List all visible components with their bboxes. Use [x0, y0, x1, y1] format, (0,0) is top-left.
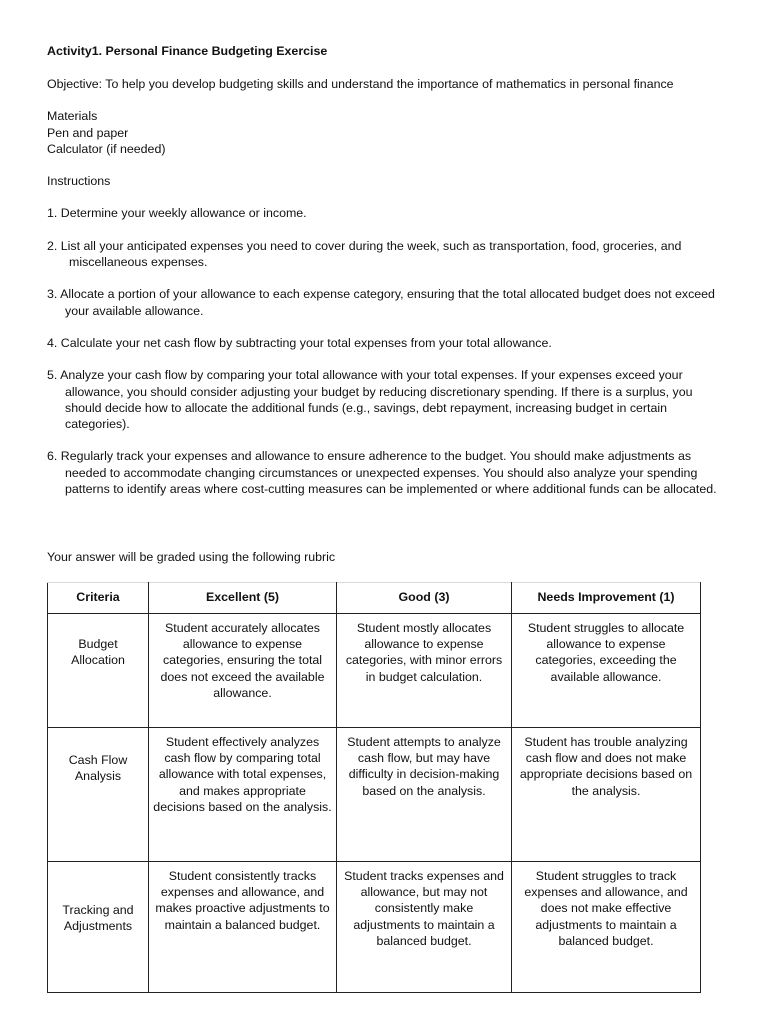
instruction-step: 4. Calculate your net cash flow by subtracting your total expenses from your total allowance. [47, 335, 552, 350]
needs-improvement-cell: Student struggles to track expenses and allowance, and does not make effective adjustments to maintain a balanced budget. [512, 862, 701, 993]
needs-improvement-cell: Student has trouble analyzing cash flow and does not make appropriate decisions based on the analysis. [512, 728, 701, 862]
good-cell: Student tracks expenses and allowance, but may not consistently make adjustments to maintain a balanced budget. [337, 862, 512, 993]
excellent-cell: Student effectively analyzes cash flow by comparing total allowance with total expenses, and makes appropriate decisions based on the analysis. [149, 728, 337, 862]
rubric-table [47, 582, 701, 993]
excellent-cell: Student consistently tracks expenses and allowance, and makes proactive adjustments to maintain a balanced budget. [149, 862, 337, 993]
needs-improvement-cell: Student struggles to allocate allowance to expense categories, exceeding the available allowance. [512, 614, 701, 728]
good-cell: Student mostly allocates allowance to expense categories, with minor errors in budget calculation. [337, 614, 512, 728]
materials-heading: Materials [47, 109, 98, 124]
instruction-step: 5. Analyze your cash flow by comparing your total allowance with your total expenses. If your expenses exceed your allowance, you should consider adjusting your budget by reducing discretionary spending. If there is a surplus, you should decide how to allocate the additional funds (e.g., savings, debt repayment, increasing budget in certain categories). [47, 368, 693, 432]
excellent-cell: Student accurately allocates allowance to expense categories, ensuring the total does not exceed the available allowance. [149, 614, 337, 728]
rubric-header-row [48, 583, 701, 614]
document-title: Activity1. Personal Finance Budgeting Exercise [47, 44, 328, 58]
instructions-heading: Instructions [47, 174, 111, 189]
instructions-list [47, 205, 727, 497]
header-excellent: Excellent (5) [149, 583, 337, 614]
rubric-row-tracking-and-adjustments [48, 862, 701, 993]
instruction-step: 1. Determine your weekly allowance or income. [47, 206, 307, 221]
instruction-step: 3. Allocate a portion of your allowance to each expense category, ensuring that the total allocated budget does not exceed your available allowance. [47, 287, 715, 318]
objective-text: Objective: To help you develop budgeting skills and understand the importance of mathematics in personal finance [47, 77, 674, 91]
criteria-cell: Tracking and Adjustments [48, 862, 149, 993]
criteria-cell: Cash Flow Analysis [48, 728, 149, 862]
header-good: Good (3) [337, 583, 512, 614]
rubric-intro: Your answer will be graded using the following rubric [47, 550, 336, 564]
header-criteria: Criteria [48, 583, 149, 614]
instruction-step: 2. List all your anticipated expenses you need to cover during the week, such as transportation, food, groceries, and miscellaneous expenses. [47, 238, 682, 270]
materials-item: Calculator (if needed) [47, 141, 166, 156]
rubric-row-budget-allocation [48, 614, 701, 728]
document-page [47, 43, 727, 948]
instruction-step: 6. Regularly track your expenses and allowance to ensure adherence to the budget. You should make adjustments as needed to accommodate changing circumstances or unexpected expenses. You should also analyze your spending patterns to identify areas where cost-cutting measures can be implemented or where additional funds can be allocated. [47, 449, 717, 497]
materials-item: Pen and paper [47, 125, 129, 140]
criteria-cell: Budget Allocation [48, 614, 149, 728]
good-cell: Student attempts to analyze cash flow, but may have difficulty in decision-making based on the analysis. [337, 728, 512, 862]
materials-section [47, 108, 727, 157]
rubric-row-cash-flow-analysis [48, 728, 701, 862]
header-needs-improvement: Needs Improvement (1) [512, 583, 701, 614]
